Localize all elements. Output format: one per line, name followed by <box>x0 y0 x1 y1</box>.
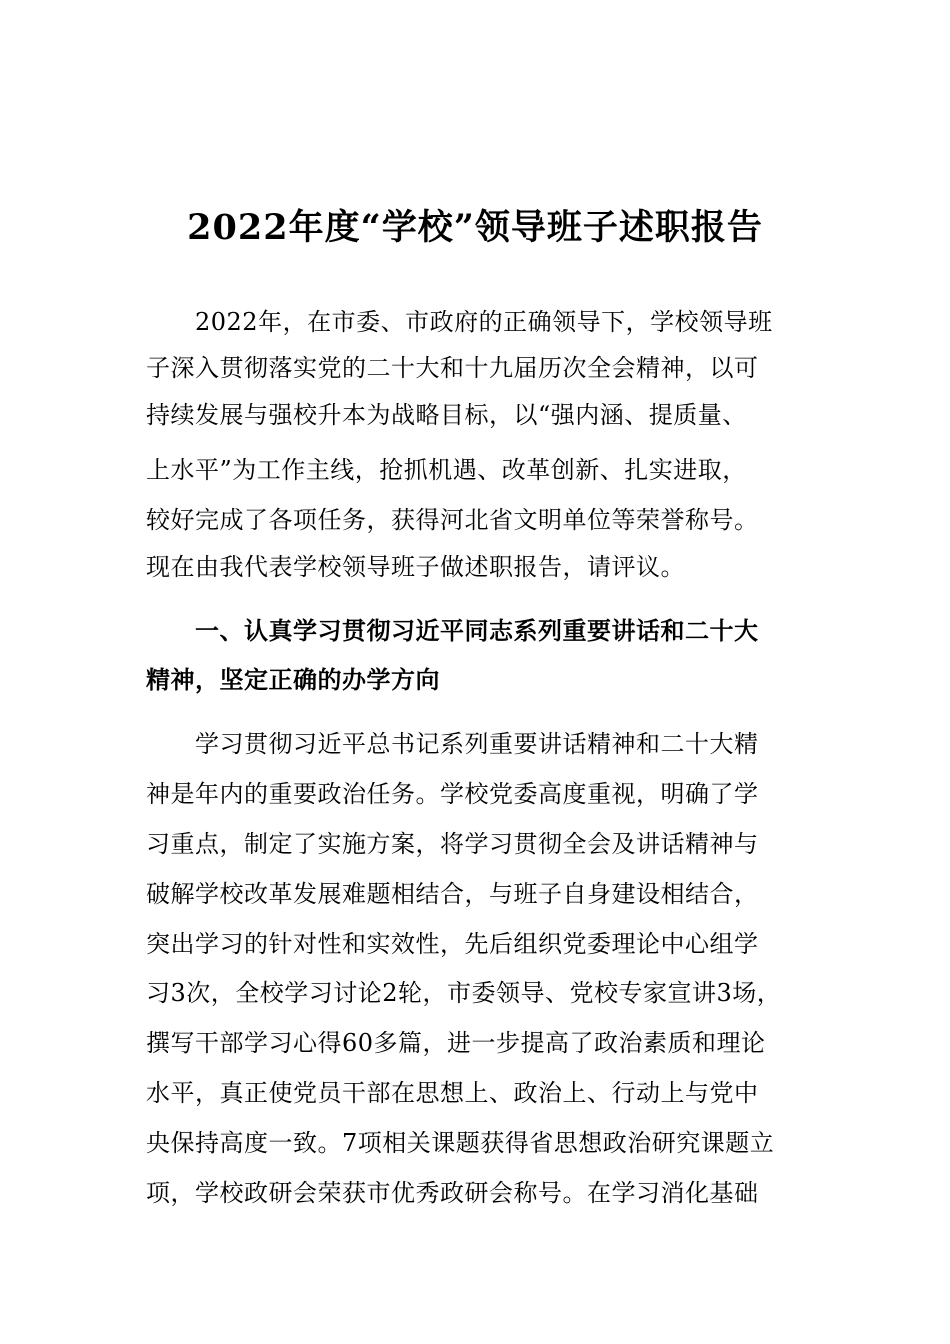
body-line: 突出学习的针对性和实效性，先后组织党委理论中心组学 <box>146 930 759 958</box>
intro-line: 现在由我代表学校领导班子做述职报告，请评议。 <box>146 553 685 581</box>
section-heading-line: 精神，坚定正确的办学方向 <box>146 666 440 694</box>
intro-line: 持续发展与强校升本为战略目标，以“强内涵、提质量、 <box>146 401 747 429</box>
section-heading-line: 一、认真学习贯彻习近平同志系列重要讲话和二十大 <box>195 617 759 645</box>
intro-line: 2022年，在市委、市政府的正确领导下，学校领导班 <box>195 308 773 336</box>
body-line: 破解学校改革发展难题相结合，与班子自身建设相结合， <box>146 880 759 908</box>
body-line: 项，学校政研会荣获市优秀政研会称号。在学习消化基础 <box>146 1179 759 1207</box>
body-line: 习3次，全校学习讨论2轮，市委领导、党校专家宣讲3场， <box>146 979 782 1007</box>
body-line: 水平，真正使党员干部在思想上、政治上、行动上与党中 <box>146 1079 759 1107</box>
body-line: 神是年内的重要政治任务。学校党委高度重视，明确了学 <box>146 780 759 808</box>
body-line: 习重点，制定了实施方案，将学习贯彻全会及讲话精神与 <box>146 830 759 858</box>
body-line: 撰写干部学习心得60多篇，进一步提高了政治素质和理论 <box>146 1029 766 1057</box>
intro-line: 较好完成了各项任务，获得河北省文明单位等荣誉称号。 <box>146 506 759 534</box>
body-line: 央保持高度一致。7项相关课题获得省思想政治研究课题立 <box>146 1129 775 1157</box>
intro-line: 上水平”为工作主线，抢抓机遇、改革创新、扎实进取， <box>146 456 747 484</box>
intro-line: 子深入贯彻落实党的二十大和十九届历次全会精神，以可 <box>146 354 759 382</box>
body-line: 学习贯彻习近平总书记系列重要讲话精神和二十大精 <box>195 730 759 758</box>
document-title: 2022年度“学校”领导班子述职报告 <box>187 207 763 248</box>
